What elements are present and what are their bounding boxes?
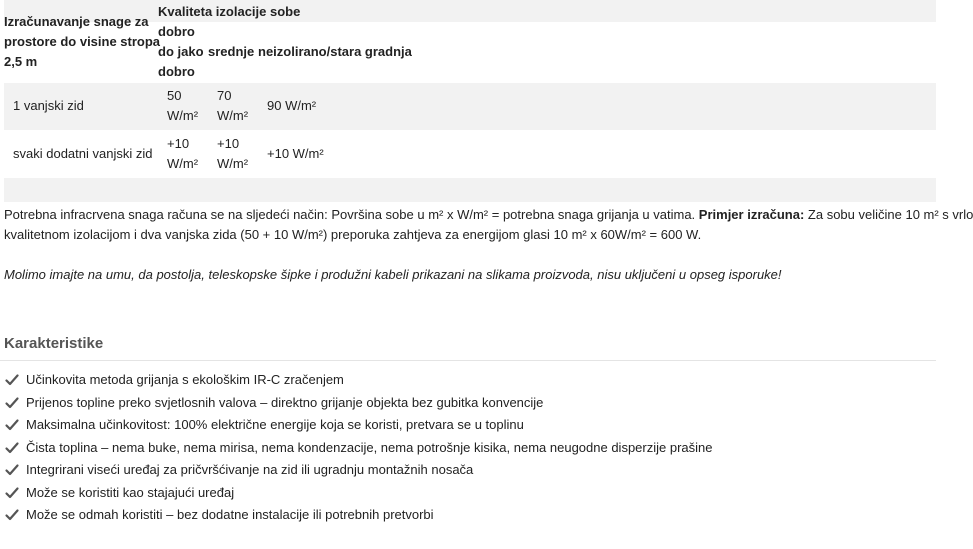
- check-icon: [5, 374, 19, 386]
- feature-item: [4, 459, 713, 482]
- cell-one-wall-uninsulated: 90 W/m²: [267, 98, 317, 113]
- feature-text: Integrirani viseći uređaj za pričvršćivanje na zid ili ugradnju montažnih nosača: [26, 462, 474, 477]
- feature-item: [4, 482, 713, 505]
- description-text: Potrebna infracrvena snaga računa se na sljedeći način: Površina sobe u m² x W/m² = potrebna snaga grijanja u vatima.: [4, 207, 699, 222]
- cell-extra-wall-good-unit: W/m²: [167, 156, 199, 171]
- cell-extra-wall-uninsulated: +10 W/m²: [267, 146, 324, 161]
- description-example-text: Za sobu veličine 10 m² s vrlo: [804, 207, 973, 222]
- table-corner-header-line-1: Izračunavanje snage za: [4, 14, 149, 29]
- feature-text: Može se koristiti kao stajajući uređaj: [26, 484, 235, 500]
- cell-one-wall-medium-unit: W/m²: [217, 108, 249, 123]
- feature-text: Učinkovita metoda grijanja s ekološkim IR-C zračenjem: [26, 372, 344, 387]
- features-list: [4, 369, 713, 527]
- column-header-good-line-2: do jako: [158, 44, 204, 59]
- check-icon: [5, 442, 19, 454]
- check-icon: [5, 509, 19, 521]
- cell-one-wall-good-unit: W/m²: [167, 108, 199, 123]
- check-icon: [5, 397, 19, 409]
- feature-item: [4, 414, 713, 437]
- features-divider: [0, 360, 936, 361]
- features-heading: Karakteristike: [4, 335, 104, 352]
- example-label: Primjer izračuna:: [698, 207, 805, 222]
- feature-item: [4, 437, 713, 460]
- cell-one-wall-medium-value: 70: [217, 88, 232, 103]
- table-group-header: Kvaliteta izolacije sobe: [158, 4, 301, 19]
- cell-one-wall-good-value: 50: [167, 88, 182, 103]
- column-header-good-line-1: dobro: [158, 24, 195, 39]
- feature-text: Maksimalna učinkovitost: 100% električne energije koja se koristi, pretvara se u toplinu: [26, 417, 524, 432]
- column-header-medium: srednje: [208, 44, 255, 59]
- feature-item: [4, 392, 713, 415]
- table-footer-band: [4, 178, 936, 202]
- feature-text: Prijenos topline preko svjetlosnih valova – direktno grijanje objekta bez gubitka konvencije: [26, 394, 544, 410]
- delivery-note: Molimo imajte na umu, da postolja, teleskopske šipke i produžni kabeli prikazani na slikama proizvoda, nisu uključeni u opseg isporuke!: [4, 267, 782, 282]
- column-header-uninsulated: neizolirano/stara gradnja: [258, 44, 412, 59]
- check-icon: [5, 464, 19, 476]
- feature-item: [4, 369, 713, 392]
- check-icon: [5, 419, 19, 431]
- cell-extra-wall-medium-unit: W/m²: [217, 156, 249, 171]
- table-corner-header-line-3: 2,5 m: [4, 54, 38, 69]
- row-label-extra-wall: svaki dodatni vanjski zid: [13, 146, 153, 161]
- table-corner-header-line-2: prostore do visine stropa: [4, 34, 161, 49]
- description-line-2: kvalitetnom izolacijom i dva vanjska zida (50 + 10 W/m²) preporuka zahtjeva za energijom glasi 10 m² x 60W/m² = 600 W.: [4, 227, 702, 242]
- cell-extra-wall-medium-value: +10: [217, 136, 240, 151]
- feature-item: [4, 504, 713, 527]
- cell-extra-wall-good-value: +10: [167, 136, 190, 151]
- check-icon: [5, 487, 19, 499]
- feature-text: Može se odmah koristiti – bez dodatne instalacije ili potrebnih pretvorbi: [26, 507, 434, 522]
- description-line-1: [4, 205, 973, 225]
- row-label-one-wall: 1 vanjski zid: [13, 98, 84, 113]
- column-header-good-line-3: dobro: [158, 64, 195, 79]
- feature-text: Čista toplina – nema buke, nema mirisa, nema kondenzacije, nema potrošnje kisika, nema neugodne disperzije prašine: [26, 439, 713, 455]
- table-row-band: [4, 83, 936, 130]
